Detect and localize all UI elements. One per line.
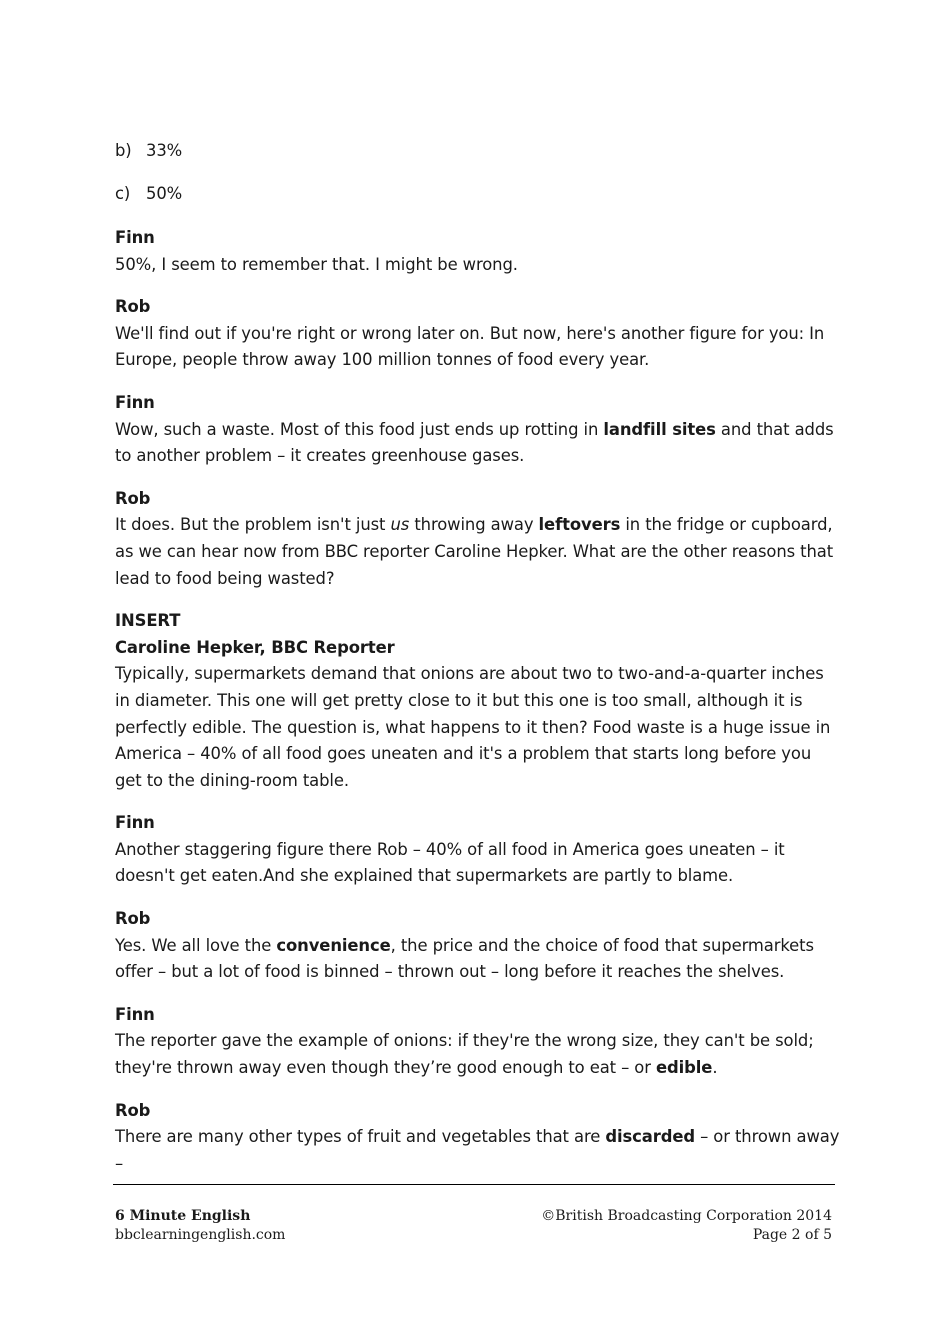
key-vocabulary: edible xyxy=(655,1058,713,1078)
text-run: . xyxy=(712,1058,718,1078)
text-run: and that adds to another problem – it creates greenhouse gases. xyxy=(115,419,834,466)
option-letter: b) xyxy=(115,141,132,160)
speech-text xyxy=(115,837,840,890)
text-run: , the price and the choice of food that supermarkets offer – but a lot of food is binned – thrown out – long before it reaches the shelves. xyxy=(115,935,814,982)
dialogue-turn xyxy=(115,1098,840,1178)
text-run: – or thrown away – xyxy=(115,1127,840,1173)
speaker-subtitle: Caroline Hepker, BBC Reporter xyxy=(115,637,395,657)
speech-text xyxy=(115,933,840,986)
speaker-name: Rob xyxy=(115,1100,151,1120)
speaker-name: Rob xyxy=(115,909,151,929)
speech-text xyxy=(115,321,840,374)
dialogue-turn xyxy=(115,225,840,278)
footer-divider xyxy=(113,1184,835,1185)
text-run: The reporter gave the example of onions: if they're the wrong size, they can't be sold; they're thrown away even though they’re good enough to eat – or xyxy=(115,1031,814,1078)
speech-text xyxy=(115,1124,840,1177)
answer-option-b xyxy=(115,138,840,165)
dialogue-turn xyxy=(115,810,840,890)
dialogue-turn xyxy=(115,906,840,986)
text-run: 50%, I seem to remember that. I might be wrong. xyxy=(115,254,518,274)
speaker-name: Finn xyxy=(115,392,155,412)
key-vocabulary: discarded xyxy=(605,1127,695,1147)
text-run: throwing away xyxy=(409,515,539,535)
answer-options xyxy=(115,138,840,208)
emphasis-text: us xyxy=(390,515,410,535)
option-text: 33% xyxy=(146,141,183,160)
speaker-name: Finn xyxy=(115,228,155,247)
footer-right xyxy=(541,1207,832,1245)
text-run: Yes. We all love the xyxy=(115,935,277,955)
speech-text xyxy=(115,252,840,279)
footer-programme-title: 6 Minute English xyxy=(115,1208,251,1224)
speaker-name: Finn xyxy=(115,813,155,833)
text-run: There are many other types of fruit and vegetables that are xyxy=(115,1127,606,1147)
text-run: It does. But the problem isn't just xyxy=(115,515,391,535)
speech-text xyxy=(115,1028,840,1081)
text-run: Typically, supermarkets demand that onions are about two to two-and-a-quarter inches in diameter. This one will get pretty close to it but this one is too small, although it is perfectly edible. The question is, what happens to it then? Food waste is a huge issue in America – 40% of all food goes uneaten and it's a problem that starts long before you get to the dining-room table. xyxy=(115,664,831,790)
speaker-name: Finn xyxy=(115,1004,155,1024)
text-run: Another staggering figure there Rob – 40% of all food in America goes uneaten – it doesn't get eaten.And she explained that supermarkets are partly to blame. xyxy=(115,839,785,886)
speech-text xyxy=(115,417,840,470)
speaker-name: INSERT xyxy=(115,611,181,631)
dialogue-turn xyxy=(115,390,840,470)
text-run: in the fridge or cupboard, as we can hear now from BBC reporter Caroline Hepker. What are the other reasons that lead to food being wasted? xyxy=(115,515,834,588)
footer-copyright: ©British Broadcasting Corporation 2014 xyxy=(541,1208,832,1224)
footer-website: bbclearningenglish.com xyxy=(115,1227,286,1243)
text-run: We'll find out if you're right or wrong later on. But now, here's another figure for you: In Europe, people throw away 100 million tonnes of food every year. xyxy=(115,323,825,370)
dialogue-turn xyxy=(115,294,840,374)
answer-option-c xyxy=(115,181,840,208)
key-vocabulary: convenience xyxy=(276,935,391,955)
speaker-name: Rob xyxy=(115,297,151,317)
speaker-name: Rob xyxy=(115,488,151,508)
speech-text xyxy=(115,512,840,592)
key-vocabulary: landfill sites xyxy=(603,419,716,439)
dialogue-turn xyxy=(115,1002,840,1082)
key-vocabulary: leftovers xyxy=(538,515,621,535)
transcript-body xyxy=(115,138,840,1177)
text-run: Wow, such a waste. Most of this food just ends up rotting in xyxy=(115,419,604,439)
option-letter: c) xyxy=(115,184,131,203)
dialogue-turn xyxy=(115,608,840,794)
speech-text xyxy=(115,661,840,794)
dialogue-turn xyxy=(115,486,840,592)
footer-page-number: Page 2 of 5 xyxy=(752,1227,832,1243)
dialogue xyxy=(115,225,840,1177)
option-text: 50% xyxy=(146,184,183,203)
footer-left xyxy=(115,1207,285,1245)
